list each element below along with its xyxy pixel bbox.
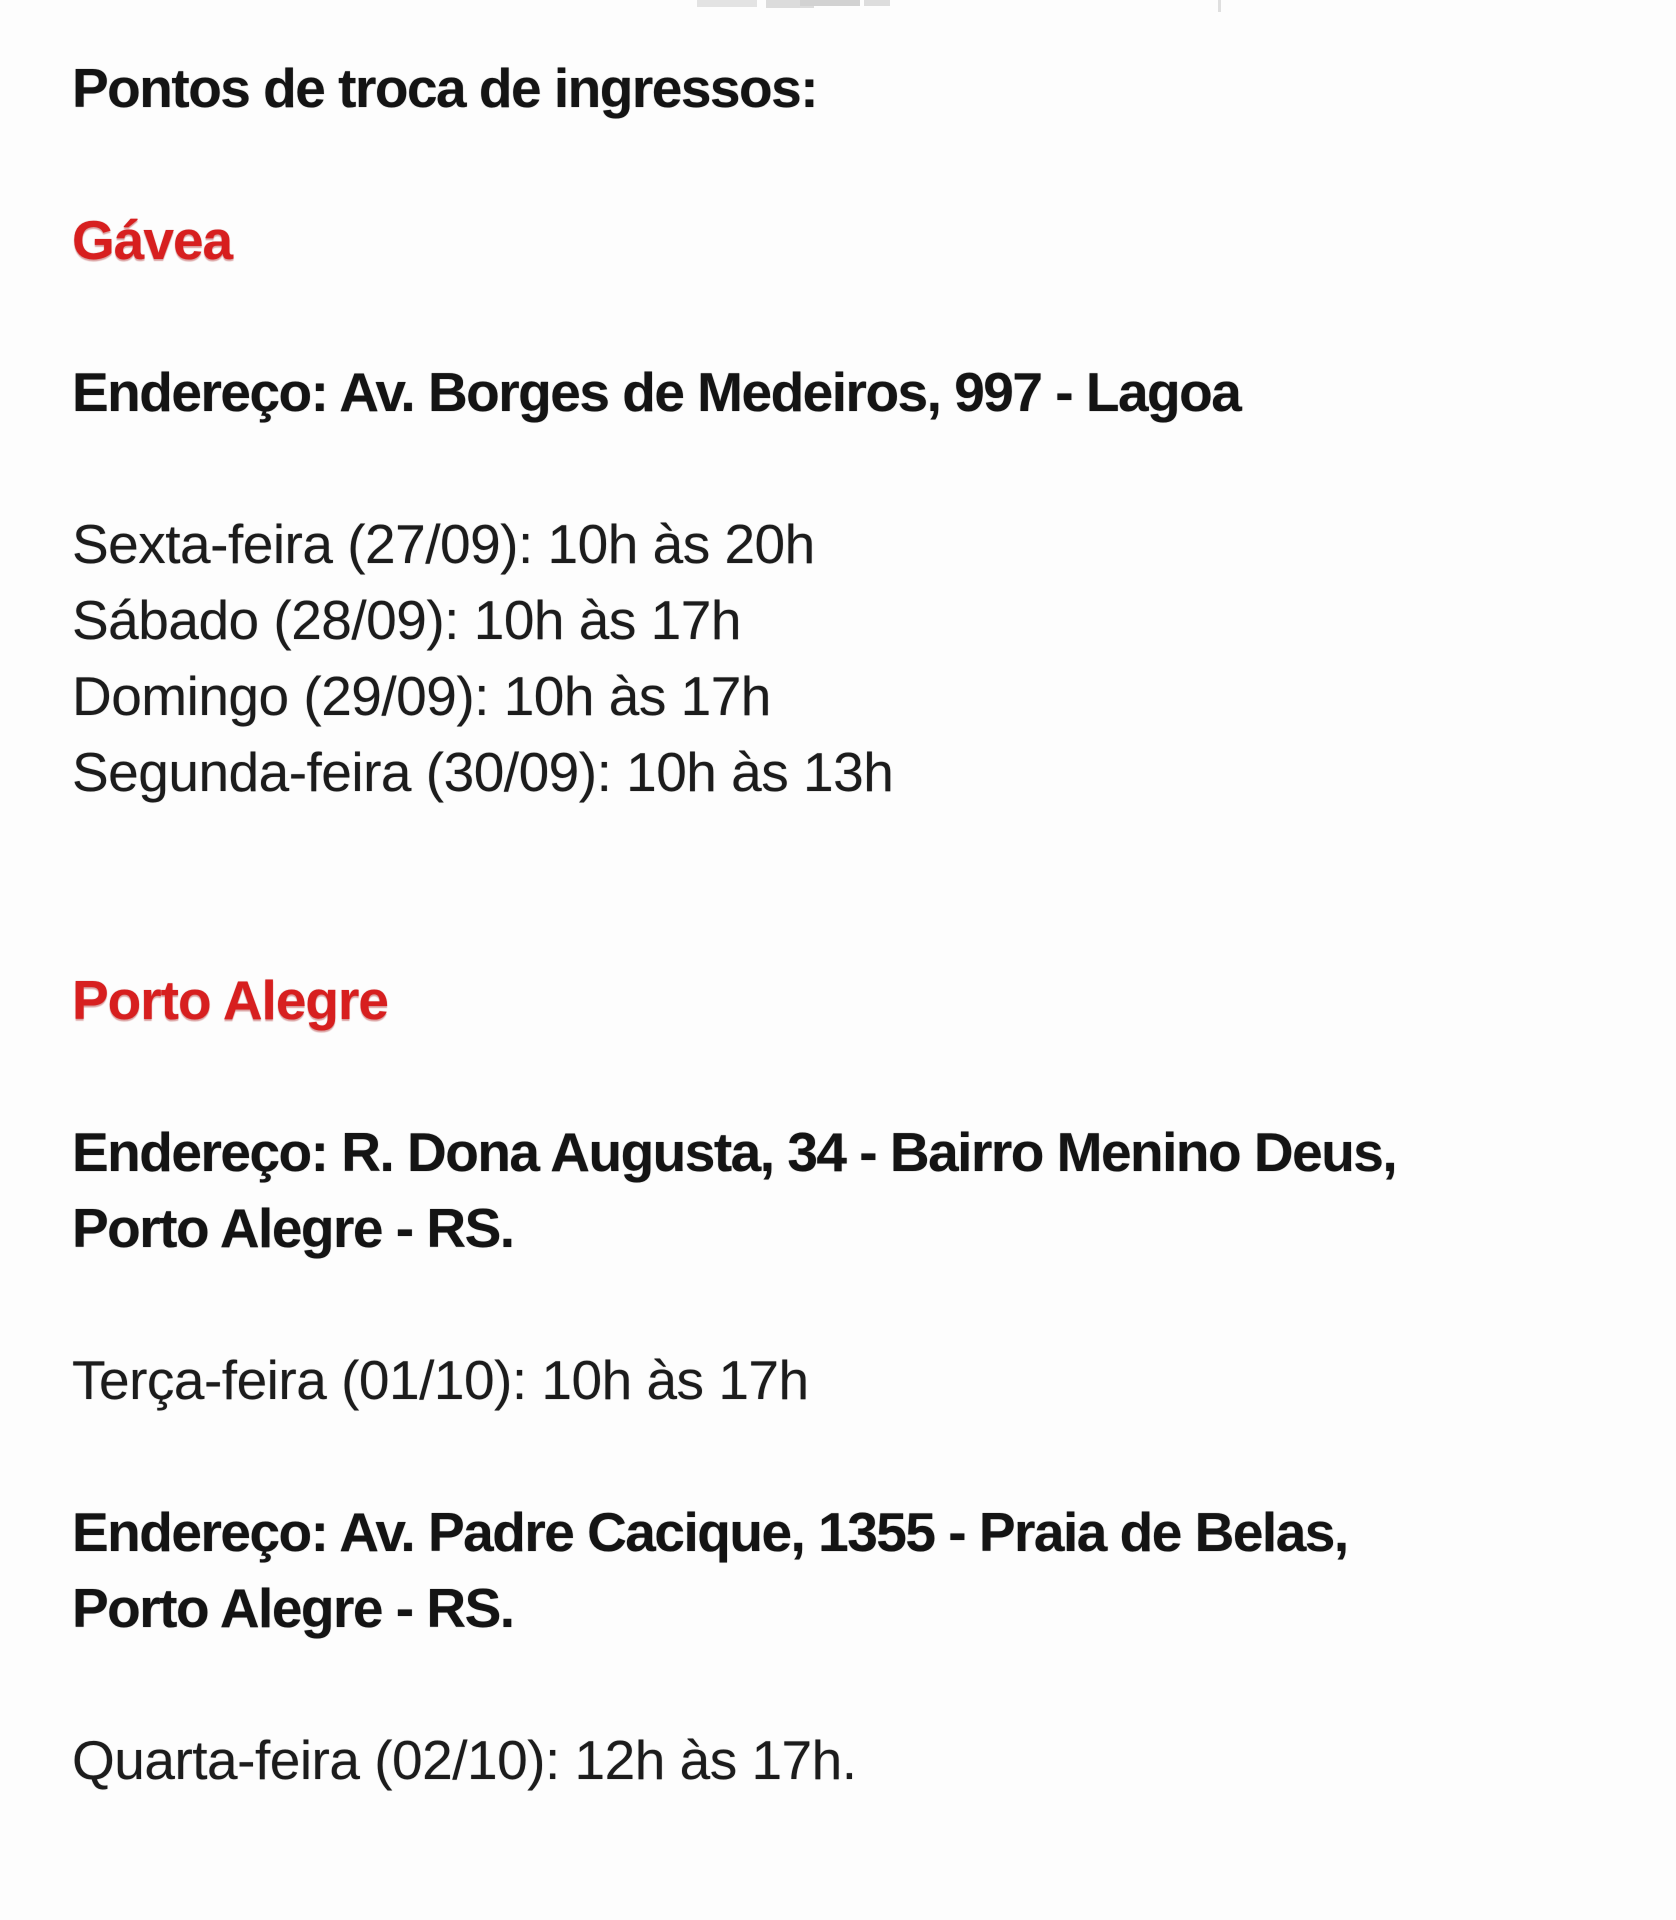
- section-heading-gavea: Gávea: [72, 209, 233, 271]
- scan-artifact-dash: [800, 0, 860, 6]
- address-porto-alegre-1-cont: Porto Alegre - RS.: [72, 1197, 514, 1259]
- title-heading: Pontos de troca de ingressos:: [72, 57, 818, 119]
- address-gavea: Endereço: Av. Borges de Medeiros, 997 - Lagoa: [72, 361, 1241, 423]
- schedule-line: Segunda-feira (30/09): 10h às 13h: [72, 741, 894, 803]
- scan-artifact-dash: [864, 0, 890, 6]
- blank-line: [72, 126, 1636, 202]
- address-porto-alegre-2-cont: Porto Alegre - RS.: [72, 1577, 514, 1639]
- blank-line: [72, 1646, 1636, 1722]
- scan-artifact-dash: [697, 0, 757, 7]
- schedule-line: Domingo (29/09): 10h às 17h: [72, 665, 771, 727]
- blank-line: [72, 430, 1636, 506]
- schedule-line: Sexta-feira (27/09): 10h às 20h: [72, 513, 815, 575]
- blank-line: [72, 886, 1636, 962]
- section-heading-porto-alegre: Porto Alegre: [72, 969, 389, 1031]
- scan-artifact-dash: [1218, 0, 1221, 12]
- blank-line: [72, 1266, 1636, 1342]
- schedule-line: Terça-feira (01/10): 10h às 17h: [72, 1349, 809, 1411]
- blank-line: [72, 810, 1636, 886]
- schedule-line: Sábado (28/09): 10h às 17h: [72, 589, 741, 651]
- address-porto-alegre-1: Endereço: R. Dona Augusta, 34 - Bairro Menino Deus,: [72, 1121, 1397, 1183]
- blank-line: [72, 1418, 1636, 1494]
- blank-line: [72, 1038, 1636, 1114]
- document-body: [72, 50, 1636, 1798]
- schedule-line: Quarta-feira (02/10): 12h às 17h.: [72, 1729, 857, 1791]
- blank-line: [72, 278, 1636, 354]
- address-porto-alegre-2: Endereço: Av. Padre Cacique, 1355 - Praia de Belas,: [72, 1501, 1348, 1563]
